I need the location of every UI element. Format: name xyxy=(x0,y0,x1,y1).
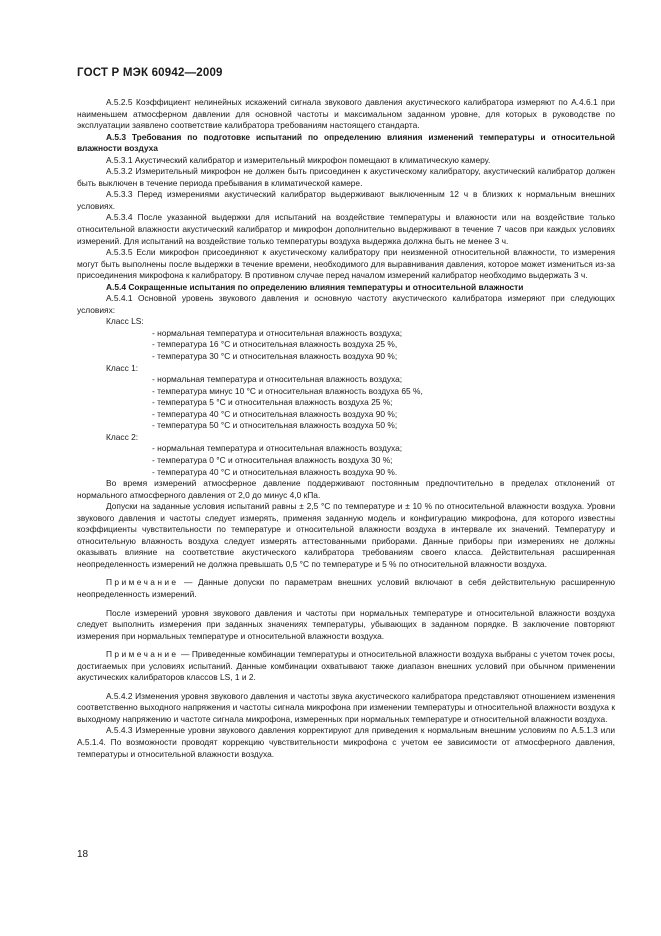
list-item: - температура 16 °С и относительная влажность воздуха 25 %, xyxy=(152,339,398,350)
note-2 xyxy=(77,649,615,684)
heading-a53: А.5.3 Требования по подготовке испытаний по определению влияния изменений температуры и относительной влажности воздуха xyxy=(77,131,615,154)
list-item: - температура 0 °С и относительная влажность воздуха 30 %; xyxy=(152,454,393,465)
list-item: - температура 30 °С и относительная влажность воздуха 90 %; xyxy=(152,351,398,362)
paragraph-tolerance: Допуски на заданные условия испытаний равны ± 2,5 °С по температуре и ± 10 % по относительной влажности воздуха. Уровни звукового давления и частоты следует измерять, применяя заданную модель и конфигурацию микрофона, для которого известны коэффициенты чувствительности по температуре и относительной влажности воздуха в интервале их значений. Температуру и относительную влажность воздуха следует измерять аттестованными приборами. Данные приборы при измерениях не должны оказывать влияние на соответствие акустического калибратора требованиям своего класса. Действительная расширенная неопределенность измерений не должна превышать 0,5 °С по температуре и 5 % по относительной влажности воздуха. xyxy=(77,501,615,569)
paragraph-a531: А.5.3.1 Акустический калибратор и измерительный микрофон помещают в климатическую камеру. xyxy=(106,154,491,165)
note-text: — Приведенные комбинации температуры и относительной влажности воздуха выбраны с учетом точек росы, достигаемых при условиях испытаний. Данные комбинации охватывают также диапазон внешних условий при обычном применении акустических калибраторов классов LS, 1 и 2. xyxy=(77,649,615,683)
list-item: - температура 5 °С и относительная влажность воздуха 25 %; xyxy=(152,397,393,408)
paragraph-a533: А.5.3.3 Перед измерениями акустический калибратор выдерживают выключенным 12 ч в близких к нормальным внешних условиях. xyxy=(77,189,615,211)
class-ls-label: Класс LS: xyxy=(106,316,144,327)
heading-a54: А.5.4 Сокращенные испытания по определению влияния температуры и относительной влажности xyxy=(106,281,524,292)
list-item: - нормальная температура и относительная влажность воздуха; xyxy=(152,374,403,385)
paragraph-a525: А.5.2.5 Коэффициент нелинейных искажений сигнала звукового давления акустического калибратора измеряют по А.4.6.1 при наименьшем атмосферном давлении для основной частоты и максимальном заданном уровне, для которых в руководстве по эксплуатации заявлено соответствие калибратора требованиям настоящего стандарта. xyxy=(77,97,615,131)
paragraph-after: После измерений уровня звукового давления и частоты при нормальных температуре и относительной влажности воздуха следует выполнить измерения при заданных значениях температуры, убывающих в заданном порядке. В заключение повторяют измерения при нормальных температуре и относительной влажности воздуха. xyxy=(77,607,615,641)
note-text: — Данные допуски по параметрам внешних условий включают в себя действительную расширенную неопределенность измерений. xyxy=(77,577,615,599)
list-item: - температура 40 °С и относительная влажность воздуха 90 %; xyxy=(152,408,398,419)
list-item: - температура 40 °С и относительная влажность воздуха 90 %. xyxy=(152,466,398,477)
paragraph-pressure: Во время измерений атмосферное давление поддерживают постоянным предпочтительно в пределах отклонений от нормального атмосферного давления от 2,0 до минус 4,0 кПа. xyxy=(77,478,615,500)
note-1 xyxy=(77,577,615,600)
paragraph-a534: А.5.3.4 После указанной выдержки для испытаний на воздействие температуры и влажности или на воздействие только относительной влажности акустический калибратор и микрофон дополнительно выдерживают в течение 7 часов при каждых условиях измерений. Для испытаний на воздействие только температуры воздуха выдержка должна быть не менее 3 ч. xyxy=(77,212,615,246)
paragraph-a532: А.5.3.2 Измерительный микрофон не должен быть присоединен к акустическому калибратору, акустический калибратор должен быть выключен в течение периода пребывания в климатической камере. xyxy=(77,166,615,188)
paragraph-a542: А.5.4.2 Изменения уровня звукового давления и частоты звука акустического калибратора представляют отношением изменения соответственно выходного напряжения и частоты сигнала микрофона при изменении температуры и относительной влажности воздуха к выходному напряжению и частоте сигнала микрофона, измеренных при нормальных температуре и относительной влажности воздуха. xyxy=(77,690,615,724)
paragraph-a541: А.5.4.1 Основной уровень звукового давления и основную частоту акустического калибратора измеряют при следующих условиях: xyxy=(77,293,615,315)
document-body xyxy=(77,97,615,760)
document-header: ГОСТ Р МЭК 60942—2009 xyxy=(77,67,223,79)
page-number: 18 xyxy=(77,849,89,860)
paragraph-a535: А.5.3.5 Если микрофон присоединяют к акустическому калибратору при неизменной относительной влажности, то измерения могут быть выполнены после выдержки в течение времени, необходимого для выравнивания давления, которое может измениться из-за присоединения микрофона к калибратору. В противном случае перед началом измерений калибратор необходимо выдержать 3 ч. xyxy=(77,247,615,281)
class-2-label: Класс 2: xyxy=(106,431,139,442)
note-label: Примечание xyxy=(106,577,179,588)
list-item: - температура минус 10 °С и относительная влажность воздуха 65 %, xyxy=(152,385,423,396)
note-label: Примечание xyxy=(106,649,179,660)
list-item: - нормальная температура и относительная влажность воздуха; xyxy=(152,443,403,454)
paragraph-a543: А.5.4.3 Измеренные уровни звукового давления корректируют для приведения к нормальным внешним условиям по А.5.1.3 или А.5.1.4. По возможности проводят коррекцию чувствительности микрофона с учетом ее зависимости от атмосферного давления, температуры и относительной влажности воздуха. xyxy=(77,725,615,759)
list-item: - нормальная температура и относительная влажность воздуха; xyxy=(152,327,403,338)
class-1-label: Класс 1: xyxy=(106,362,139,373)
list-item: - температура 50 °С и относительная влажность воздуха 50 %; xyxy=(152,420,398,431)
